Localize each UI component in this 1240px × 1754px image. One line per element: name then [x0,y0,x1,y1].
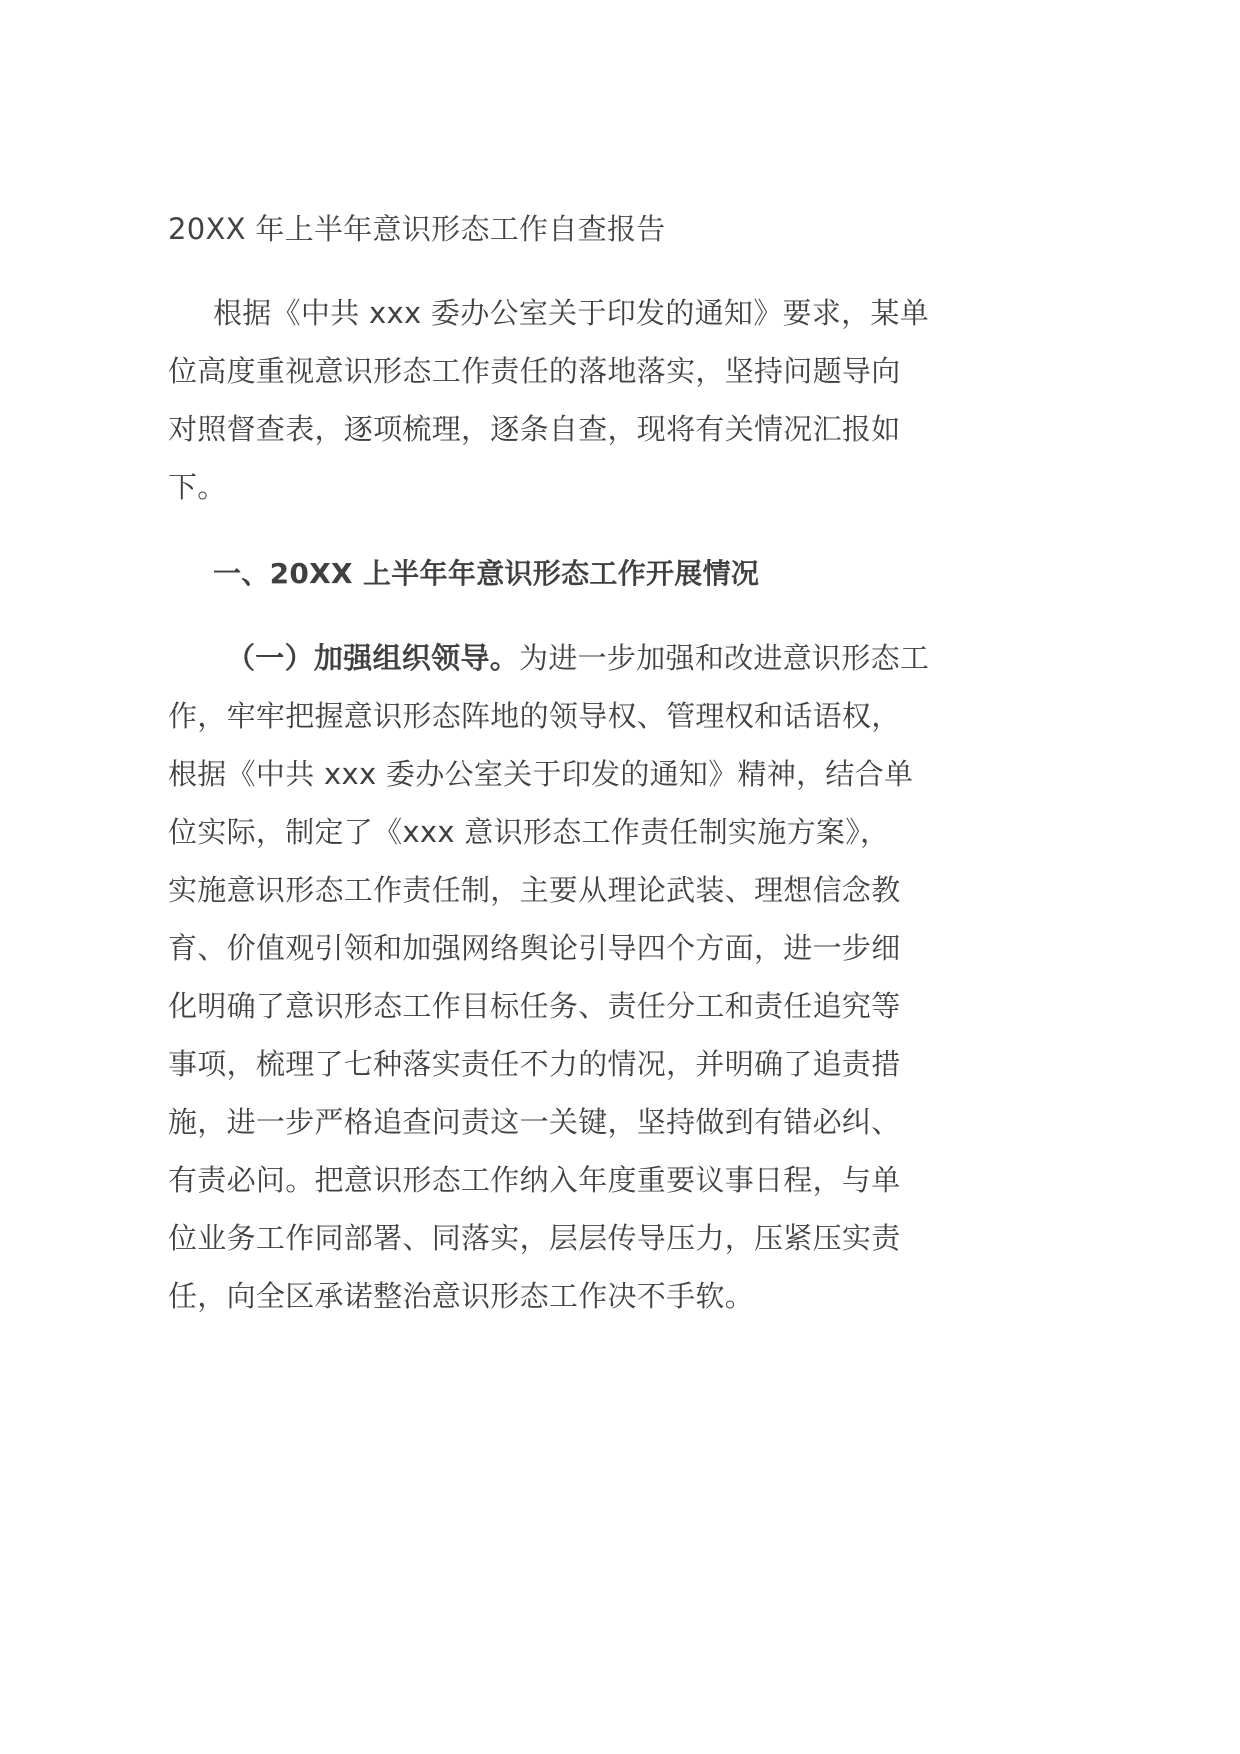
subsection-paragraph-line: 育、价值观引领和加强网络舆论引导四个方面，进一步细 [168,931,901,965]
subsection-paragraph-line: 化明确了意识形态工作目标任务、责任分工和责任追究等 [168,989,901,1023]
subsection-paragraph-line: 位业务工作同部署、同落实，层层传导压力，压紧压实责 [168,1221,901,1255]
intro-paragraph-line: 根据《中共 xxx 委办公室关于印发的通知》要求，某单 [213,296,930,330]
section-heading: 一、20XX 上半年年意识形态工作开展情况 [213,557,760,590]
subsection-label: （一）加强组织领导。 [226,641,520,675]
subsection-paragraph-line: 作，牢牢把握意识形态阵地的领导权、管理权和话语权， [168,699,901,733]
document-title: 20XX 年上半年意识形态工作自查报告 [168,212,666,246]
intro-paragraph-line: 对照督查表，逐项梳理，逐条自查，现将有关情况汇报如 [168,412,901,446]
subsection-first-line [226,638,1006,678]
subsection-paragraph-line: 任，向全区承诺整治意识形态工作决不手软。 [168,1279,755,1313]
subsection-paragraph-line: 有责必问。把意识形态工作纳入年度重要议事日程，与单 [168,1163,901,1197]
subsection-first-line-text: 为进一步加强和改进意识形态工 [519,641,930,675]
subsection-paragraph-line: 施，进一步严格追查问责这一关键，坚持做到有错必纠、 [168,1105,901,1139]
subsection-paragraph-line: 实施意识形态工作责任制，主要从理论武装、理想信念教 [168,873,901,907]
intro-paragraph-line: 下。 [168,470,227,504]
intro-paragraph-line: 位高度重视意识形态工作责任的落地落实，坚持问题导向 [168,354,901,388]
subsection-paragraph-line: 根据《中共 xxx 委办公室关于印发的通知》精神，结合单 [168,757,914,791]
subsection-paragraph-line: 事项，梳理了七种落实责任不力的情况，并明确了追责措 [168,1047,901,1081]
subsection-paragraph-line: 位实际，制定了《xxx 意识形态工作责任制实施方案》， [168,815,890,849]
